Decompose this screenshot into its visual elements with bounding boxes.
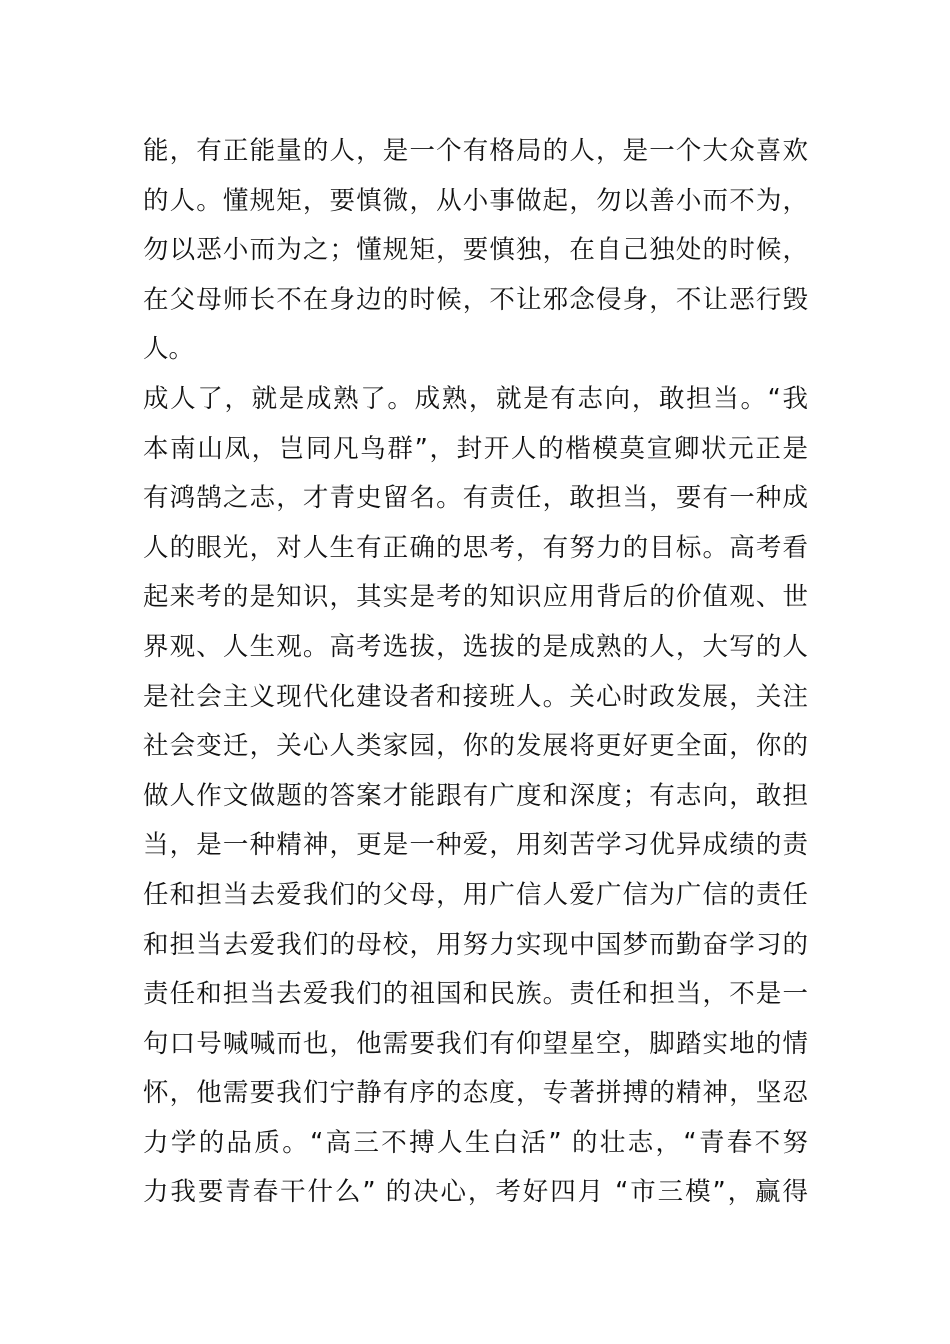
text-line: 当，是一种精神，更是一种爱，用刻苦学习优异成绩的责 [143, 830, 808, 861]
document-body [143, 127, 808, 1218]
text-line: 任和担当去爱我们的父母，用广信人爱广信为广信的责任 [143, 879, 808, 910]
text-line: 能，有正能量的人，是一个有格局的人，是一个大众喜欢 [143, 136, 808, 166]
text-line: 本南山凤，岂同凡鸟群”，封开人的楷模莫宣卿状元正是 [143, 433, 808, 464]
text-line: 成人了，就是成熟了。成熟，就是有志向，敢担当。“我 [143, 383, 808, 414]
text-line: 力学的品质。“高三不搏人生白活” 的壮志，“青春不努 [143, 1127, 808, 1158]
text-line: 社会变迁，关心人类家园，你的发展将更好更全面，你的 [143, 731, 808, 762]
text-line: 在父母师长不在身边的时候，不让邪念侵身，不让恶行毁 [143, 284, 808, 315]
text-line: 人的眼光，对人生有正确的思考，有努力的目标。高考看 [143, 532, 808, 563]
text-line: 句口号喊喊而也，他需要我们有仰望星空，脚踏实地的情 [143, 1028, 808, 1059]
text-line: 有鸿鹄之志，才青史留名。有责任，敢担当，要有一种成 [143, 483, 808, 514]
text-line: 是社会主义现代化建设者和接班人。关心时政发展，关注 [143, 681, 808, 712]
text-line: 界观、人生观。高考选拔，选拔的是成熟的人，大写的人 [143, 631, 808, 662]
text-line: 做人作文做题的答案才能跟有广度和深度；有志向，敢担 [143, 780, 808, 811]
text-line: 力我要青春干什么” 的决心，考好四月 “市三模”，赢得 [143, 1177, 808, 1208]
text-line: 怀，他需要我们宁静有序的态度，专著拼搏的精神，坚忍 [143, 1078, 808, 1109]
text-line: 起来考的是知识，其实是考的知识应用背后的价值观、世 [143, 582, 808, 613]
text-line: 和担当去爱我们的母校，用努力实现中国梦而勤奋学习的 [143, 929, 808, 960]
text-line: 勿以恶小而为之；懂规矩，要慎独，在自己独处的时候， [143, 235, 808, 266]
text-line: 责任和担当去爱我们的祖国和民族。责任和担当，不是一 [143, 979, 808, 1010]
text-line: 人。 [143, 334, 195, 365]
text-line: 的人。懂规矩，要慎微，从小事做起，勿以善小而不为， [143, 185, 808, 216]
